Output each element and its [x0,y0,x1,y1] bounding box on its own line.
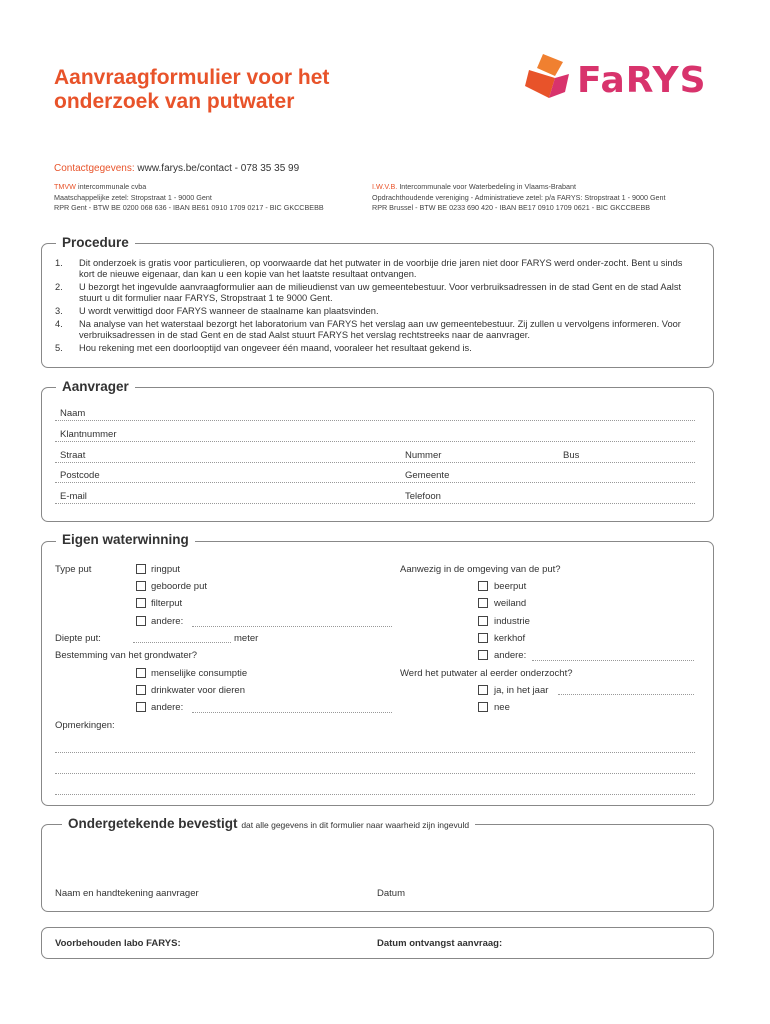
ja-label: ja, in het jaar [494,685,549,696]
page-title [54,66,414,114]
type-andere-field[interactable] [192,626,392,627]
geboorde-put-checkbox[interactable] [136,581,146,591]
kerkhof-label: kerkhof [494,633,526,644]
contact-value: www.farys.be/contact - 078 35 35 99 [137,163,300,174]
contact-label: Contactgegevens: [54,163,135,174]
list-item: 3. U wordt verwittigd door FARYS wanneer de staalname kan plaatsvinden. [55,306,379,316]
nee-checkbox[interactable] [478,702,488,712]
industrie-checkbox[interactable] [478,616,488,626]
meter-label: meter [234,633,259,644]
telefoon-label: Telefoon [405,491,441,502]
aanvrager-title: Aanvrager [56,379,135,394]
farys-logo-icon [525,52,585,108]
list-item: 5. Hou rekening met een doorlooptijd van ongeveer één maand, vooraleer het resultaat gekend is. [55,343,472,353]
bestemming-label: Bestemming van het grondwater? [55,650,198,661]
diepte-put-label: Diepte put: [55,633,101,644]
omgeving-andere-field[interactable] [532,660,694,661]
eigen-title: Eigen waterwinning [56,532,195,547]
contact-line [54,163,299,174]
ringput-label: ringput [151,564,181,575]
bevestigt-title [62,816,475,831]
omgeving-andere-label: andere: [494,650,527,661]
klantnummer-field[interactable] [55,441,695,442]
gemeente-label: Gemeente [405,470,450,481]
type-put-label: Type put [55,564,92,575]
straat-field[interactable] [55,462,695,463]
kerkhof-checkbox[interactable] [478,633,488,643]
org-left [54,182,364,214]
org-right-name: I.W.V.B. [372,182,398,191]
org-left-line3: RPR Gent - BTW BE 0200 068 636 - IBAN BE61 0910 1709 0217 - BIC GKCCBEBB [54,203,324,212]
bestemming-andere-label: andere: [151,702,184,713]
voorbehouden-label: Voorbehouden labo FARYS: [55,938,181,949]
klantnummer-label: Klantnummer [60,429,117,440]
opmerkingen-label: Opmerkingen: [55,720,115,731]
diepte-put-field[interactable] [133,642,231,643]
org-left-line2: Maatschappelijke zetel: Stropstraat 1 - 9000 Gent [54,192,212,202]
postcode-field[interactable] [55,482,695,483]
nummer-label: Nummer [405,450,442,461]
drinkwater-dieren-checkbox[interactable] [136,685,146,695]
title-line-1: Aanvraagformulier voor het [54,66,330,89]
opmerkingen-line-2[interactable] [55,773,695,774]
ringput-checkbox[interactable] [136,564,146,574]
org-right-line1: Intercommunale voor Waterbedeling in Vlaams-Brabant [399,182,577,191]
list-item: 2. U bezorgt het ingevulde aanvraagformulier aan de milieudienst van uw gemeentebestuur. Voor verbruiksadressen in de stad Gent en de stad Aalst stuurt u dit formulier naar FARYS, Stropstraat 1 te 9000 Gent. [55,282,682,303]
aanwezig-label: Aanwezig in de omgeving van de put? [400,564,561,575]
onderzocht-label: Werd het putwater al eerder onderzocht? [400,668,573,679]
opmerkingen-line-3[interactable] [55,794,695,795]
ja-jaar-field[interactable] [558,694,694,695]
naam-handtekening-label: Naam en handtekening aanvrager [55,888,199,899]
weiland-label: weiland [494,598,527,609]
geboorde-put-label: geboorde put [151,581,207,592]
straat-label: Straat [60,450,86,461]
list-item: 4. Na analyse van het waterstaal bezorgt het laboratorium van FARYS het verslag aan uw gemeentebestuur. Zij zullen u vervolgens informeren. Voor verbruiksadressen in de stad Gent en de stad Aalst stuurt FARYS het verslag rechtstreeks naar de aanvrager. [55,319,681,340]
ontvangst-label: Datum ontvangst aanvraag: [377,938,503,949]
opmerkingen-line-1[interactable] [55,752,695,753]
filterput-label: filterput [151,598,183,609]
list-item: 1. Dit onderzoek is gratis voor particulieren, op voorwaarde dat het putwater in de voorbije drie jaren niet door FARYS werd onder-zocht. Bent u sinds kort de nieuwe eigenaar, dan kan u een kopie van het laatste resultaat ontvangen. [55,258,683,279]
email-field[interactable] [55,503,695,504]
nee-label: nee [494,702,510,713]
beerput-checkbox[interactable] [478,581,488,591]
filterput-checkbox[interactable] [136,598,146,608]
procedure-list [55,258,695,356]
farys-logo [525,52,720,108]
ja-checkbox[interactable] [478,685,488,695]
menselijke-consumptie-label: menselijke consumptie [151,668,248,679]
bevestigt-subtitle: dat alle gegevens in dit formulier naar waarheid zijn ingevuld [241,820,470,830]
aanvrager-box [41,387,714,522]
org-right-line3: RPR Brussel - BTW BE 0233 690 420 - IBAN BE17 0910 1709 0621 - BIC GKCCBEBB [372,203,651,212]
omgeving-andere-checkbox[interactable] [478,650,488,660]
bevestigt-title-main: Ondergetekende bevestigt [68,816,238,831]
weiland-checkbox[interactable] [478,598,488,608]
procedure-title: Procedure [56,235,135,250]
bestemming-andere-checkbox[interactable] [136,702,146,712]
type-andere-label: andere: [151,616,184,627]
org-right [372,182,717,214]
naam-field[interactable] [55,420,695,421]
type-andere-checkbox[interactable] [136,616,146,626]
beerput-label: beerput [494,581,527,592]
menselijke-consumptie-checkbox[interactable] [136,668,146,678]
email-label: E-mail [60,491,87,502]
logo-text: FaRYS [577,60,707,101]
bus-label: Bus [563,450,580,461]
org-left-line1: intercommunale cvba [77,182,147,191]
naam-label: Naam [60,408,86,419]
postcode-label: Postcode [60,470,100,481]
datum-label: Datum [377,888,405,899]
drinkwater-dieren-label: drinkwater voor dieren [151,685,245,696]
org-left-name: TMVW [54,182,76,191]
title-line-2: onderzoek van putwater [54,90,295,113]
bestemming-andere-field[interactable] [192,712,392,713]
org-right-line2: Opdrachthoudende vereniging - Administratieve zetel: p/a FARYS: Stropstraat 1 - 9000 Gent [372,192,666,202]
industrie-label: industrie [494,616,530,627]
